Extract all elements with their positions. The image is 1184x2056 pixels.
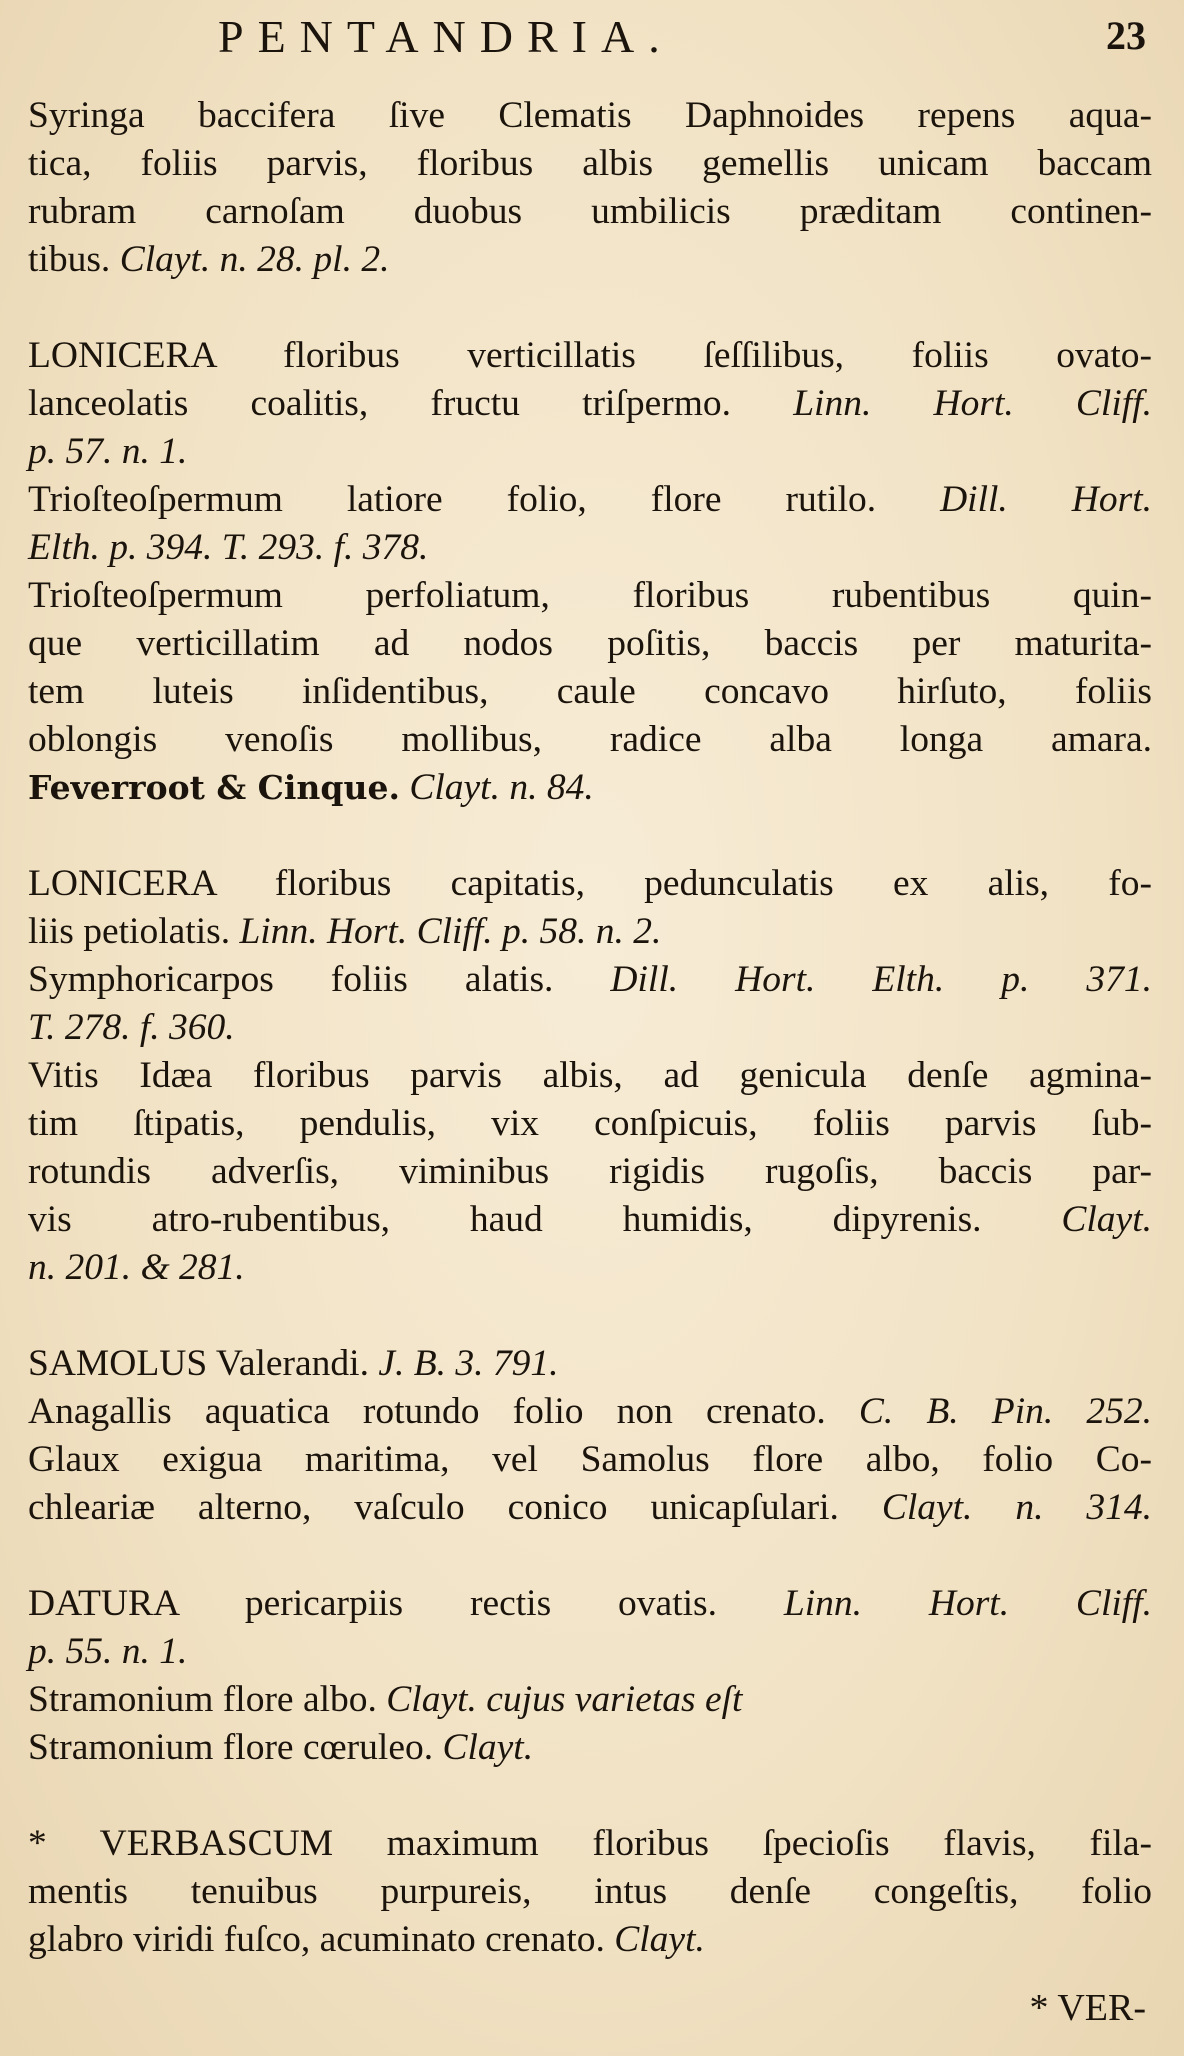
- text-line: [28, 1916, 1152, 1964]
- text-line: [28, 332, 1152, 380]
- text-line: [28, 1340, 1152, 1388]
- entry: [22, 92, 1152, 284]
- entry-gap: [22, 1532, 1152, 1580]
- citation-text: Clayt. n. 84.: [409, 767, 594, 808]
- entry-gap: [22, 812, 1152, 860]
- text-line: [28, 476, 1152, 524]
- text-line: [28, 1820, 1152, 1868]
- body-text: glabro viridi fuſco, acuminato crenato.: [28, 1919, 615, 1960]
- text-line: [28, 1148, 1152, 1196]
- text-line: [28, 860, 1152, 908]
- text-line: [28, 668, 1152, 716]
- body-text: Stramonium flore cœruleo.: [28, 1727, 443, 1768]
- body-text: tica, foliis parvis, floribus albis gemellis unicam baccam: [28, 143, 1152, 184]
- citation-text: Clayt.: [1061, 1199, 1152, 1240]
- body-text: * VERBASCUM maximum floribus ſpecioſis flavis, fila-: [28, 1823, 1152, 1864]
- citation-text: C. B. Pin. 252.: [858, 1391, 1152, 1432]
- text-line: [28, 620, 1152, 668]
- page-body: [22, 92, 1152, 1964]
- citation-text: Clayt.: [442, 1727, 534, 1768]
- page-header: [22, 0, 1152, 92]
- text-line: [28, 1004, 1152, 1052]
- text-line: [28, 92, 1152, 140]
- text-line: [28, 140, 1152, 188]
- text-line: [28, 1100, 1152, 1148]
- text-line: [28, 956, 1152, 1004]
- page-number: 23: [1106, 13, 1146, 58]
- citation-text: Clayt. n. 314.: [881, 1487, 1152, 1528]
- citation-text: n. 201. & 281.: [28, 1247, 245, 1288]
- body-text: LONICERA floribus capitatis, pedunculatis ex alis, fo-: [28, 863, 1152, 904]
- blackletter-text: Feverroot & Cinque.: [28, 768, 400, 807]
- body-text: vis atro-rubentibus, haud humidis, dipyrenis.: [28, 1199, 1062, 1240]
- text-line: [28, 1676, 1152, 1724]
- citation-text: J. B. 3. 791.: [378, 1343, 559, 1384]
- body-text: lanceolatis coalitis, fructu triſpermo.: [28, 383, 794, 424]
- entry: [22, 860, 1152, 1292]
- body-text: liis petiolatis.: [28, 911, 240, 952]
- text-line: [28, 236, 1152, 284]
- text-line: [28, 1244, 1152, 1292]
- citation-text: Elth. p. 394. T. 293. f. 378.: [28, 527, 429, 568]
- body-text: oblongis venoſis mollibus, radice alba longa amara.: [28, 719, 1152, 760]
- citation-text: p. 55. n. 1.: [28, 1631, 188, 1672]
- body-text: DATURA pericarpiis rectis ovatis.: [28, 1583, 784, 1624]
- text-line: [28, 1196, 1152, 1244]
- text-line: [28, 1388, 1152, 1436]
- citation-text: T. 278. f. 360.: [28, 1007, 235, 1048]
- entry: [22, 332, 1152, 812]
- body-text: Glaux exigua maritima, vel Samolus flore albo, folio Co-: [28, 1439, 1152, 1480]
- body-text: Vitis Idæa floribus parvis albis, ad genicula denſe agmina-: [28, 1055, 1152, 1096]
- body-text: Anagallis aquatica rotundo folio non crenato.: [28, 1391, 859, 1432]
- body-text: LONICERA floribus verticillatis ſeſſilibus, foliis ovato-: [28, 335, 1152, 376]
- text-line: [28, 764, 1152, 812]
- citation-text: Linn. Hort. Cliff.: [793, 383, 1152, 424]
- text-line: [28, 380, 1152, 428]
- body-text: SAMOLUS Valerandi.: [28, 1343, 379, 1384]
- text-line: [28, 1724, 1152, 1772]
- body-text: Stramonium flore albo.: [28, 1679, 387, 1720]
- entry: [22, 1580, 1152, 1772]
- citation-text: p. 57. n. 1.: [28, 431, 188, 472]
- text-line: [28, 1436, 1152, 1484]
- entry-gap: [22, 284, 1152, 332]
- body-text: Trioſteoſpermum latiore folio, flore rutilo.: [28, 479, 941, 520]
- text-line: [28, 716, 1152, 764]
- body-text: tem luteis inſidentibus, caule concavo hirſuto, foliis: [28, 671, 1152, 712]
- entry-gap: [22, 1292, 1152, 1340]
- catchword: * VER-: [1029, 1987, 1146, 2029]
- body-text: chleariæ alterno, vaſculo conico unicapſulari.: [28, 1487, 882, 1528]
- text-line: [28, 1052, 1152, 1100]
- entry-gap: [22, 1772, 1152, 1820]
- text-line: [28, 1580, 1152, 1628]
- citation-text: Dill. Hort.: [940, 479, 1152, 520]
- text-line: [28, 428, 1152, 476]
- body-text: Trioſteoſpermum perfoliatum, floribus rubentibus quin-: [28, 575, 1152, 616]
- text-line: [28, 1484, 1152, 1532]
- text-line: [28, 188, 1152, 236]
- citation-text: Clayt.: [614, 1919, 705, 1960]
- text-line: [28, 524, 1152, 572]
- running-head: PENTANDRIA.: [218, 11, 674, 62]
- citation-text: Clayt. cujus varietas eſt: [386, 1679, 743, 1720]
- citation-text: Clayt. n. 28. pl. 2.: [119, 239, 390, 280]
- body-text: rotundis adverſis, viminibus rigidis rugoſis, baccis par-: [28, 1151, 1152, 1192]
- body-text: rubram carnoſam duobus umbilicis præditam continen-: [28, 191, 1152, 232]
- body-text: mentis tenuibus purpureis, intus denſe congeſtis, folio: [28, 1871, 1152, 1912]
- citation-text: Linn. Hort. Cliff. p. 58. n. 2.: [239, 911, 662, 952]
- text-line: [28, 1628, 1152, 1676]
- text-line: [28, 1868, 1152, 1916]
- body-text: tim ſtipatis, pendulis, vix conſpicuis, foliis parvis ſub-: [28, 1103, 1152, 1144]
- text-line: [28, 572, 1152, 620]
- citation-text: Linn. Hort. Cliff.: [783, 1583, 1152, 1624]
- body-text: tibus.: [28, 239, 120, 280]
- entry: [22, 1340, 1152, 1532]
- book-page: [22, 0, 1152, 2056]
- body-text: Syringa baccifera ſive Clematis Daphnoides repens aqua-: [28, 95, 1152, 136]
- body-text: [400, 767, 409, 808]
- text-line: [28, 908, 1152, 956]
- body-text: que verticillatim ad nodos poſitis, baccis per maturita-: [28, 623, 1152, 664]
- body-text: Symphoricarpos foliis alatis.: [28, 959, 611, 1000]
- entry: [22, 1820, 1152, 1964]
- citation-text: Dill. Hort. Elth. p. 371.: [610, 959, 1152, 1000]
